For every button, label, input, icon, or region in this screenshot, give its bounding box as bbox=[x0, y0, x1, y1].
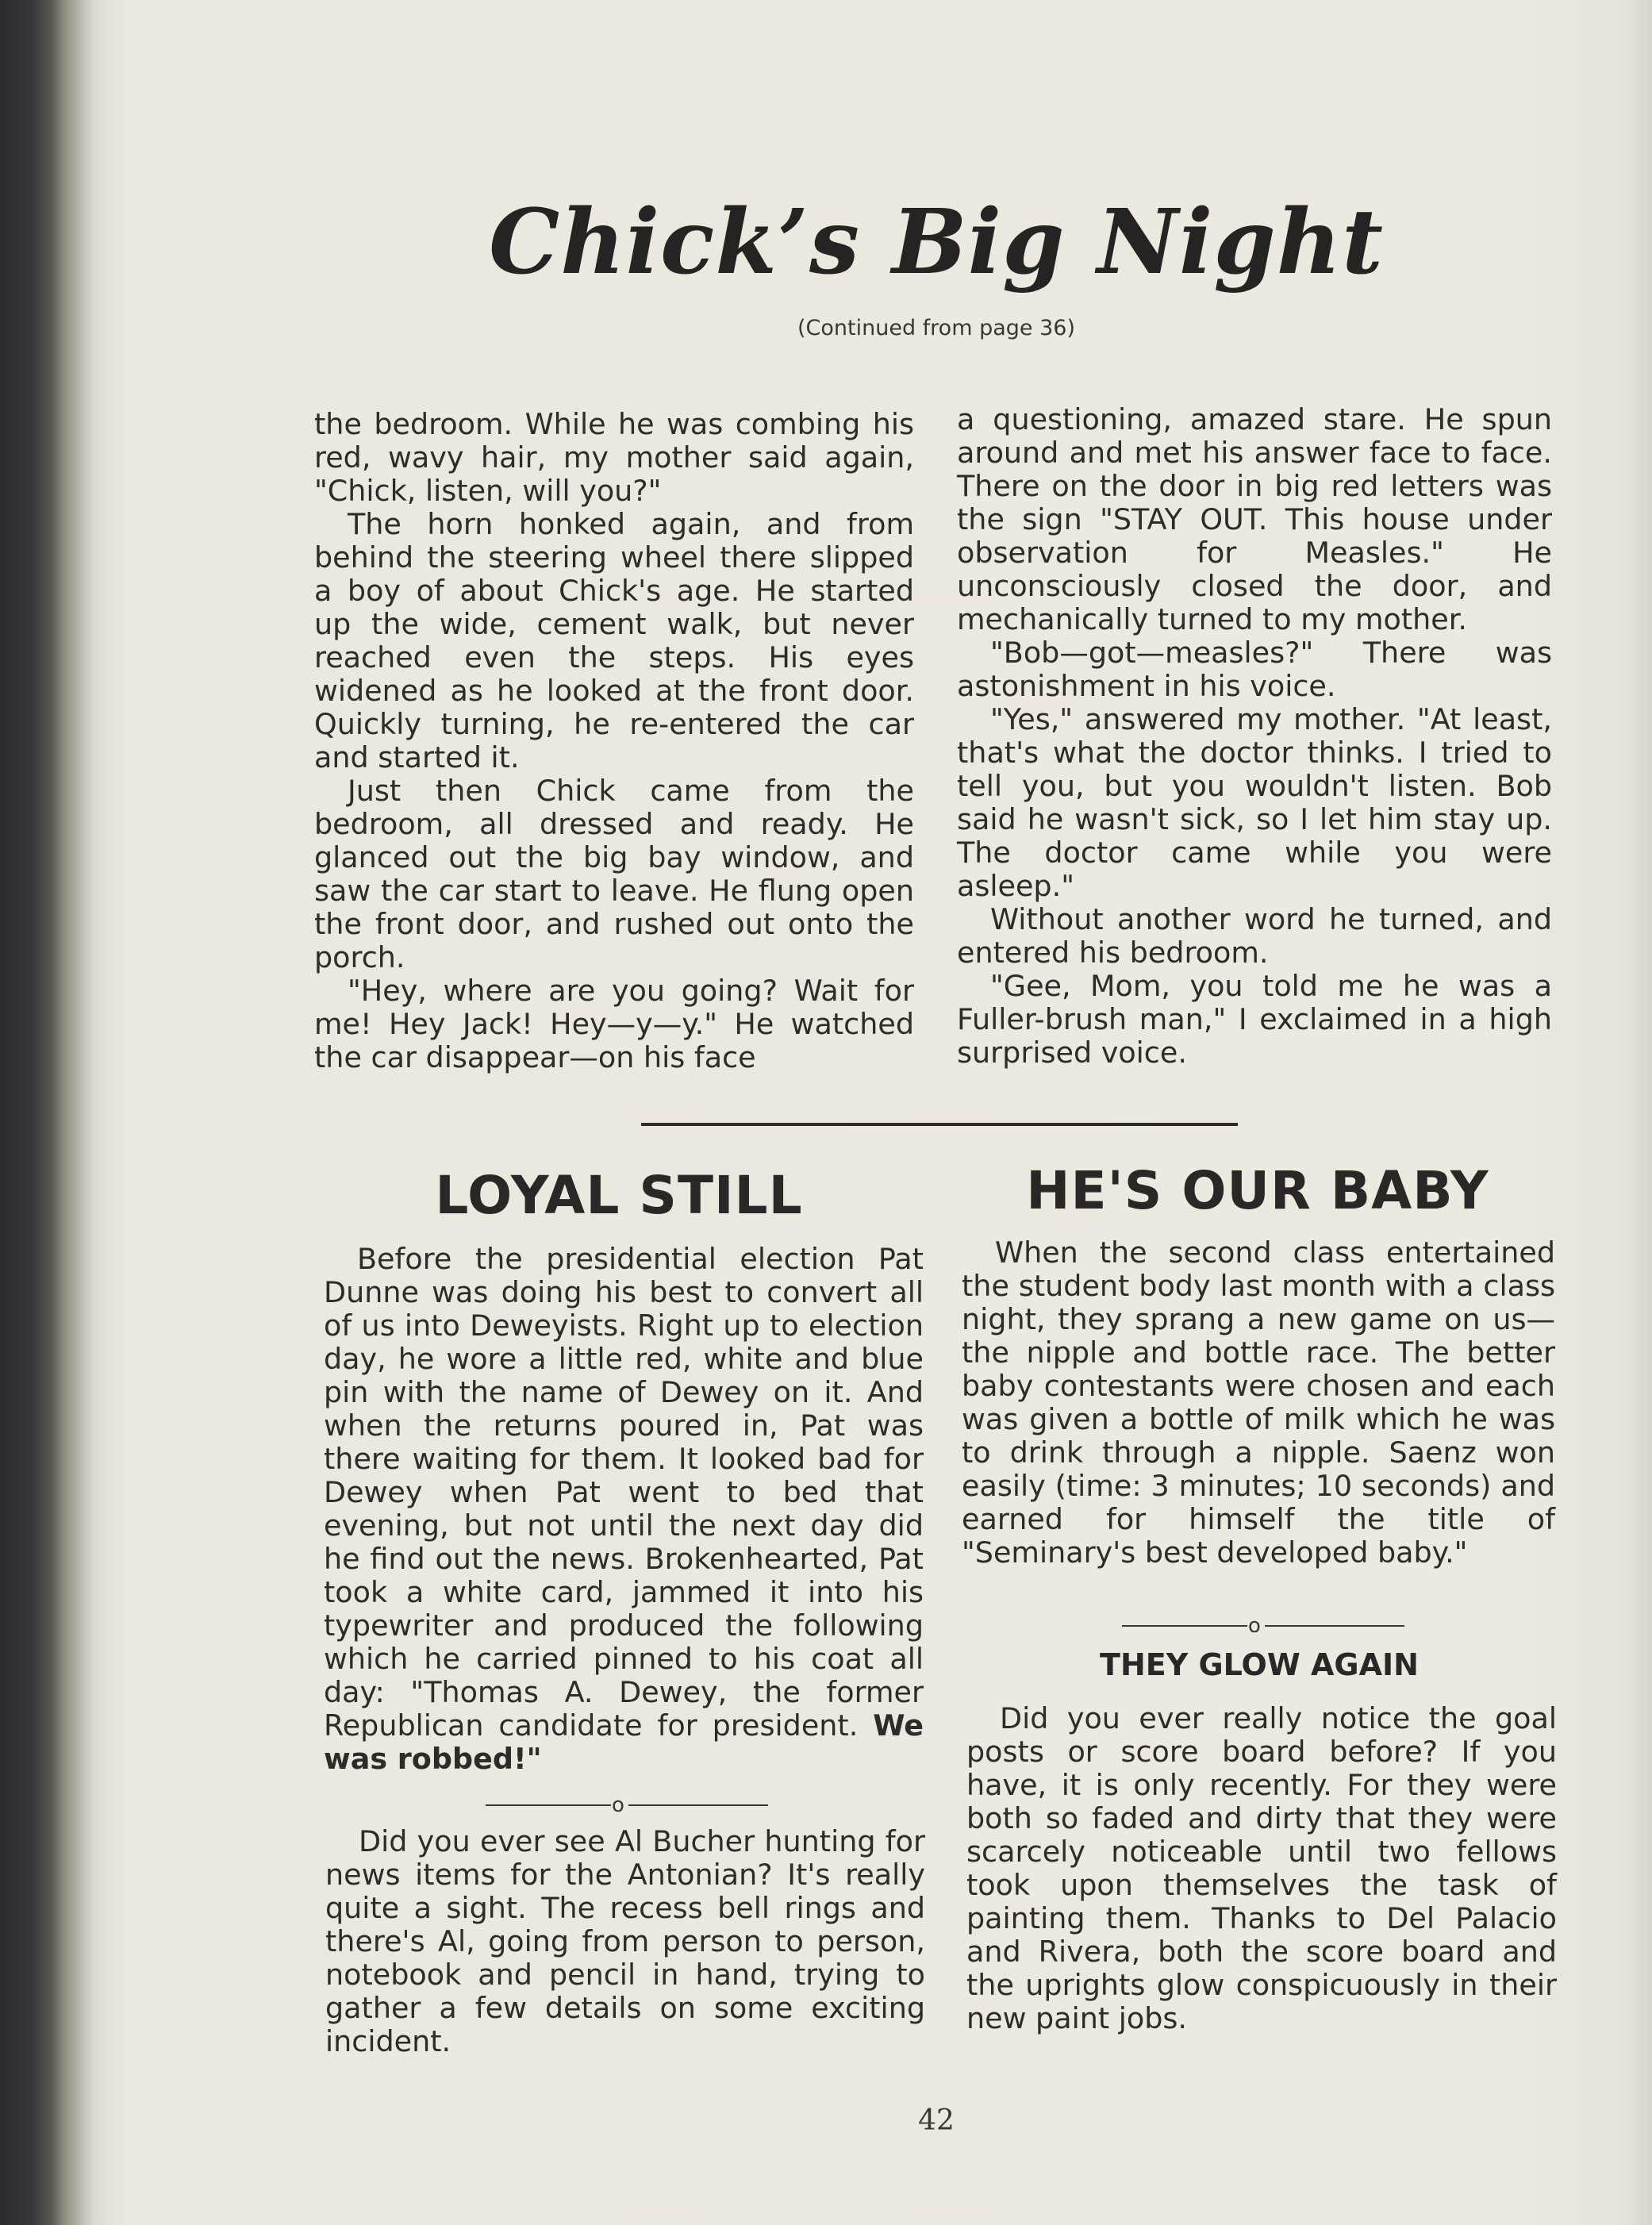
story-paragraph: "Hey, where are you going? Wait for me! Hey Jack! Hey—y—y." He watched the car disappear—on his face bbox=[314, 974, 914, 1074]
our-baby-article bbox=[962, 1236, 1555, 1570]
story-paragraph: The horn honked again, and from behind the steering wheel there slipped a boy of about Chick's age. He started up the wide, cement walk, but never reached even the steps. His eyes widened as he looked at the front door. Quickly turning, he re-entered the car and started it. bbox=[314, 507, 914, 774]
our-baby-paragraph: When the second class entertained the student body last month with a class night, they sprang a new game on us—the nipple and bottle race. The better baby contestants were chosen and each was given a bottle of milk which he was to drink through a nipple. Saenz won easily (time: 3 minutes; 10 seconds) and earned for himself the title of "Seminary's best developed baby." bbox=[962, 1235, 1555, 1570]
story-paragraph: "Gee, Mom, you told me he was a Fuller-brush man," I exclaimed in a high surprised voice. bbox=[957, 969, 1552, 1070]
divider-o-mark: o bbox=[1248, 1614, 1261, 1638]
small-divider-right bbox=[1122, 1614, 1404, 1638]
story-paragraph: Without another word he turned, and entered his bedroom. bbox=[957, 902, 1552, 970]
loyal-still-paragraph bbox=[324, 1243, 924, 1776]
loyal-still-bold-quote: We was robbed!" bbox=[324, 1708, 924, 1776]
our-baby-heading: HE'S OUR BABY bbox=[1026, 1160, 1489, 1221]
loyal-still-text: Before the presidential election Pat Dunne was doing his best to convert all of us into Deweyists. Right up to election day, he wore a little red, white and blue pin with the name of Dewey on it. And when the returns poured in, Pat was there waiting for them. It looked bad for Dewey when Pat went to bed that evening, but not until the next day did he find out the news. Brokenhearted, Pat took a white card, jammed it into his typewriter and produced the following which he carried pinned to his coat all day: "Thomas A. Dewey, the former Republican candidate for president. bbox=[324, 1242, 924, 1743]
bucher-paragraph: Did you ever see Al Bucher hunting for news items for the Antonian? It's really quite a sight. The recess bell rings and there's Al, going from person to person, notebook and pencil in hand, trying to gather a few details on some exciting incident. bbox=[325, 1824, 925, 2058]
glow-again-article bbox=[966, 1702, 1557, 2035]
page-number: 42 bbox=[918, 2104, 955, 2137]
book-spine bbox=[0, 0, 49, 2225]
continued-note: (Continued from page 36) bbox=[797, 316, 1075, 340]
article-title: Chick’s Big Night bbox=[489, 190, 1384, 294]
story-paragraph: "Yes," answered my mother. "At least, that's what the doctor thinks. I tried to tell you, but you wouldn't listen. Bob said he wasn't sick, so I let him stay up. The doctor came while you were asleep." bbox=[957, 702, 1552, 903]
section-divider-rule bbox=[641, 1123, 1238, 1126]
loyal-still-article bbox=[324, 1243, 924, 1776]
glow-again-heading: THEY GLOW AGAIN bbox=[1100, 1647, 1419, 1682]
glow-again-paragraph: Did you ever really notice the goal posts or score board before? If you have, it is only recently. For they were both so faded and dirty that they were scarcely noticeable until two fellows took upon themselves the task of painting them. Thanks to Del Palacio and Rivera, both the score board and the uprights glow conspicuously in their new paint jobs. bbox=[966, 1701, 1557, 2035]
loyal-still-heading: LOYAL STILL bbox=[435, 1165, 803, 1226]
story-paragraph: Just then Chick came from the bedroom, all dressed and ready. He glanced out the big bay window, and saw the car start to leave. He flung open the front door, and rushed out onto the porch. bbox=[314, 774, 914, 974]
page-edges bbox=[49, 0, 97, 2225]
small-divider-left bbox=[486, 1793, 768, 1817]
chick-story-left-column bbox=[314, 408, 914, 1074]
story-paragraph: the bedroom. While he was combing his red, wavy hair, my mother said again, "Chick, listen, will you?" bbox=[314, 407, 914, 508]
chick-story-right-column bbox=[957, 403, 1552, 1070]
bucher-article bbox=[325, 1825, 925, 2058]
divider-o-mark: o bbox=[612, 1793, 624, 1817]
story-paragraph: a questioning, amazed stare. He spun around and met his answer face to face. There on the door in big red letters was the sign "STAY OUT. This house under observation for Measles." He unconsciously closed the door, and mechanically turned to my mother. bbox=[957, 402, 1552, 636]
story-paragraph: "Bob—got—measles?" There was astonishment in his voice. bbox=[957, 636, 1552, 703]
